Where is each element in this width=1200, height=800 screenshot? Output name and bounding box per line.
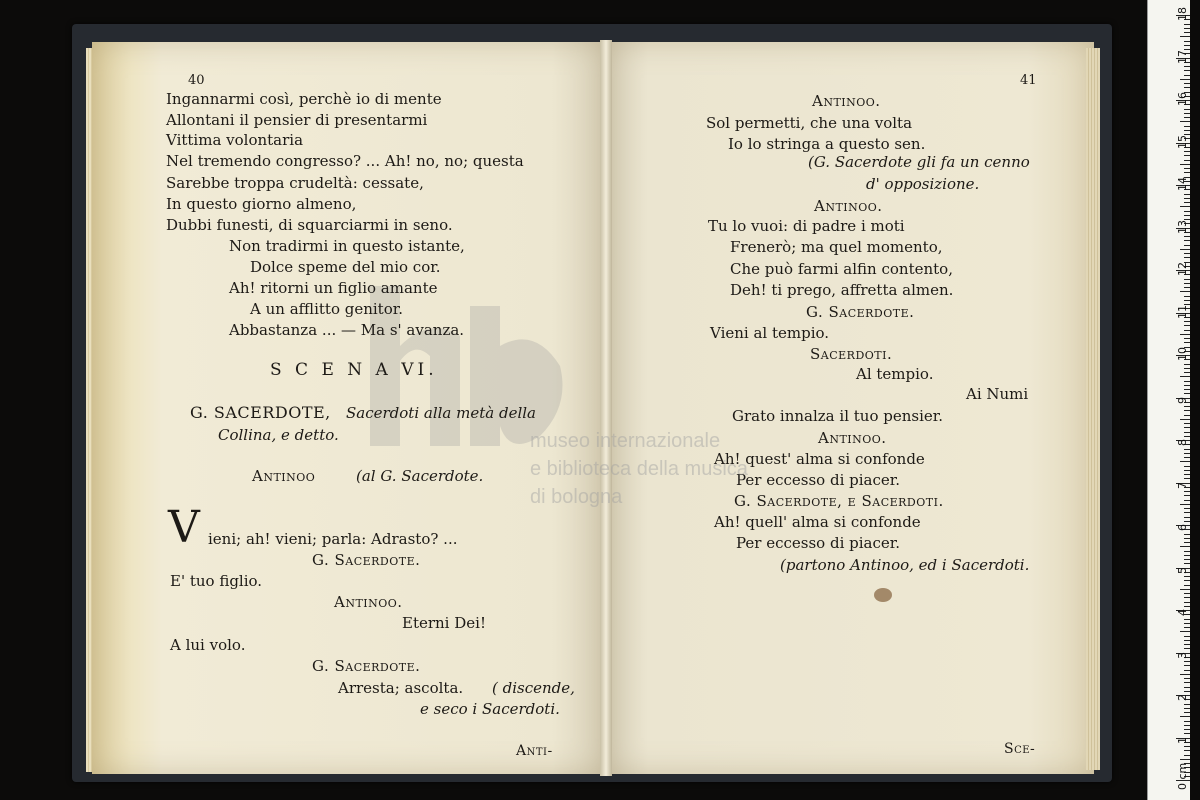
ruler-label: 1 [1176, 736, 1189, 744]
ruler-tick [1184, 670, 1190, 671]
ruler-label: 6 [1176, 524, 1189, 531]
ruler-tick [1184, 534, 1190, 535]
ruler-tick [1184, 585, 1190, 586]
text-line: Abbastanza ... — Ma s' avanza. [229, 321, 465, 339]
ruler-label: 16 [1176, 92, 1189, 106]
ruler-unit-label: 0 cm [1176, 762, 1189, 790]
ruler-tick [1184, 389, 1190, 390]
ruler-tick [1184, 559, 1190, 560]
ruler-tick [1180, 334, 1190, 335]
ruler-tick [1184, 257, 1190, 258]
speaker-label: G. Sacerdote, e Sacerdoti. [734, 492, 944, 510]
text-line: Per eccesso di piacer. [736, 471, 901, 489]
ruler-tick [1184, 495, 1190, 496]
ruler-tick [1184, 87, 1190, 88]
text-line: Sarebbe troppa crudeltà: cessate, [166, 174, 424, 192]
ruler-tick [1184, 512, 1190, 513]
ruler-tick [1184, 70, 1190, 71]
ruler-tick [1184, 517, 1190, 518]
ruler-tick [1184, 117, 1190, 118]
ruler-tick [1184, 678, 1190, 679]
ruler-tick [1184, 733, 1190, 734]
right-page-edges [1086, 48, 1100, 770]
text-line: E' tuo figlio. [170, 572, 263, 590]
speaker-label: G. Sacerdote. [806, 303, 915, 321]
ruler-tick [1184, 746, 1190, 747]
character-name: G. SACERDOTE, [190, 403, 331, 422]
ruler-label: 14 [1176, 177, 1189, 191]
stage-direction: d' opposizione. [866, 175, 980, 193]
text-line: Ah! quest' alma si confonde [714, 450, 925, 468]
ruler-tick [1184, 619, 1190, 620]
ruler-tick [1184, 470, 1190, 471]
speaker-label: G. Sacerdote. [312, 657, 421, 675]
ruler-tick [1184, 725, 1190, 726]
ruler-tick [1184, 330, 1190, 331]
ruler-tick [1184, 436, 1190, 437]
text-line: Frenerò; ma quel momento, [730, 238, 943, 256]
ruler-tick [1180, 716, 1190, 717]
ruler-tick [1184, 449, 1190, 450]
ruler-tick [1184, 687, 1190, 688]
ruler-tick [1184, 644, 1190, 645]
measurement-ruler [1147, 0, 1190, 800]
ruler-label: 4 [1176, 609, 1189, 616]
text-line: Non tradirmi in questo istante, [229, 237, 465, 255]
ink-stain [874, 588, 892, 602]
ruler-tick [1184, 24, 1190, 25]
text-line: Io lo stringa a questo sen. [728, 135, 926, 153]
ruler-tick [1180, 589, 1190, 590]
ruler-tick [1184, 682, 1190, 683]
stage-direction: (partono Antinoo, ed i Sacerdoti. [780, 556, 1030, 574]
text-line: Al tempio. [856, 365, 934, 383]
ruler-tick [1184, 576, 1190, 577]
ruler-tick [1184, 661, 1190, 662]
stage-direction: Sacerdoti alla metà della [346, 404, 536, 422]
ruler-tick [1184, 432, 1190, 433]
ruler-tick [1180, 376, 1190, 377]
ruler-tick [1180, 121, 1190, 122]
ruler-tick [1184, 253, 1190, 254]
text-line: Eterni Dei! [402, 614, 486, 632]
ruler-tick [1184, 194, 1190, 195]
ruler-tick [1184, 491, 1190, 492]
text-line: A un afflitto genitor. [250, 300, 404, 318]
ruler-tick [1184, 410, 1190, 411]
text-line: A lui volo. [170, 636, 246, 654]
right-page-number: 41 [1020, 73, 1037, 88]
watermark-text: di bologna [530, 486, 623, 508]
ruler-tick [1184, 155, 1190, 156]
ruler-tick [1184, 113, 1190, 114]
ruler-tick [1184, 406, 1190, 407]
ruler-tick [1184, 300, 1190, 301]
ruler-tick [1184, 636, 1190, 637]
ruler-tick [1180, 79, 1190, 80]
text-line: Deh! ti prego, affretta almen. [730, 281, 954, 299]
text-line: Vittima volontaria [166, 131, 304, 149]
ruler-label: 15 [1176, 134, 1189, 149]
speaker-label: Sacerdoti. [810, 345, 893, 363]
ruler-tick [1184, 623, 1190, 624]
ruler-tick [1184, 466, 1190, 467]
ruler-tick [1184, 41, 1190, 42]
ruler-tick [1184, 580, 1190, 581]
text-line: Dolce speme del mio cor. [250, 258, 441, 276]
speaker-label: Antinoo. [812, 92, 881, 110]
ruler-tick [1180, 206, 1190, 207]
ruler-tick [1184, 538, 1190, 539]
ruler-tick [1184, 245, 1190, 246]
ruler-tick [1184, 151, 1190, 152]
ruler-tick [1184, 729, 1190, 730]
ruler-tick [1180, 36, 1190, 37]
ruler-tick [1184, 109, 1190, 110]
ruler-tick [1184, 83, 1190, 84]
ruler-label: 8 [1176, 439, 1189, 446]
catchword: Sce- [1004, 741, 1036, 757]
ruler-tick [1184, 372, 1190, 373]
ruler-tick [1184, 215, 1190, 216]
text-line: Ah! ritorni un figlio amante [229, 279, 438, 297]
ruler-tick [1184, 478, 1190, 479]
ruler-tick [1180, 504, 1190, 505]
ruler-tick [1184, 28, 1190, 29]
stage-direction: e seco i Sacerdoti. [420, 700, 560, 718]
ruler-tick [1184, 202, 1190, 203]
text-line: ieni; ah! vieni; parla: Adrasto? ... [208, 530, 458, 548]
ruler-tick [1184, 427, 1190, 428]
text-line: Allontani il pensier di presentarmi [166, 111, 428, 129]
left-page-number: 40 [188, 73, 205, 88]
stage-direction: (G. Sacerdote gli fa un cenno [808, 153, 1030, 171]
ruler-tick [1184, 172, 1190, 173]
ruler-label: 18 [1176, 7, 1189, 21]
ruler-tick [1184, 508, 1190, 509]
ruler-tick [1184, 542, 1190, 543]
ruler-tick [1180, 759, 1190, 760]
ruler-tick [1184, 453, 1190, 454]
ruler-label: 12 [1176, 262, 1189, 276]
ruler-tick [1180, 164, 1190, 165]
ruler-tick [1180, 249, 1190, 250]
text-line: Dubbi funesti, di squarciarmi in seno. [166, 216, 453, 234]
ruler-tick [1184, 563, 1190, 564]
text-line: Arresta; ascolta. [338, 679, 464, 697]
ruler-tick [1184, 750, 1190, 751]
speaker-label: Antinoo. [334, 593, 403, 611]
ruler-tick [1184, 691, 1190, 692]
ruler-tick [1184, 240, 1190, 241]
ruler-tick [1180, 546, 1190, 547]
ruler-tick [1184, 168, 1190, 169]
ruler-tick [1184, 321, 1190, 322]
ruler-label: 3 [1176, 651, 1189, 659]
ruler-tick [1184, 665, 1190, 666]
text-line: Ingannarmi così, perchè io di mente [166, 90, 442, 108]
ruler-label: 2 [1176, 694, 1189, 701]
ruler-tick [1184, 521, 1190, 522]
ruler-tick [1180, 419, 1190, 420]
ruler-tick [1184, 602, 1190, 603]
ruler-tick [1180, 291, 1190, 292]
ruler-tick [1184, 474, 1190, 475]
ruler-tick [1184, 198, 1190, 199]
text-line: Per eccesso di piacer. [736, 534, 901, 552]
text-line: In questo giorno almeno, [166, 195, 357, 213]
ruler-tick [1184, 755, 1190, 756]
ruler-tick [1184, 368, 1190, 369]
ruler-tick [1184, 606, 1190, 607]
text-line: Nel tremendo congresso? ... Ah! no, no; questa [166, 152, 524, 170]
ruler-label: 9 [1176, 396, 1189, 404]
ruler-tick [1184, 296, 1190, 297]
ruler-label: 17 [1176, 49, 1189, 64]
ruler-label: 11 [1176, 304, 1189, 319]
ruler-tick [1184, 45, 1190, 46]
stage-direction: ( discende, [492, 679, 575, 697]
ruler-tick [1184, 385, 1190, 386]
speaker-label: Antinoo. [818, 429, 887, 447]
ruler-tick [1184, 338, 1190, 339]
ruler-tick [1184, 648, 1190, 649]
ruler-tick [1184, 721, 1190, 722]
ruler-tick [1184, 627, 1190, 628]
ruler-tick [1184, 283, 1190, 284]
ruler-tick [1184, 457, 1190, 458]
ruler-label: 5 [1176, 566, 1189, 574]
ruler-tick [1184, 500, 1190, 501]
scene-heading: S C E N A VI. [270, 360, 438, 380]
ruler-label: 13 [1176, 219, 1189, 234]
watermark-text: museo internazionale [530, 430, 721, 452]
ruler-tick [1184, 415, 1190, 416]
ruler-tick [1184, 211, 1190, 212]
ruler-label: 10 [1176, 347, 1189, 361]
ruler-tick [1180, 674, 1190, 675]
ruler-tick [1184, 279, 1190, 280]
ruler-tick [1184, 325, 1190, 326]
ruler-tick [1184, 593, 1190, 594]
drop-cap: V [168, 502, 200, 553]
text-line: Tu lo vuoi: di padre i moti [708, 217, 905, 235]
ruler-tick [1184, 708, 1190, 709]
ruler-tick [1184, 381, 1190, 382]
ruler-tick [1184, 75, 1190, 76]
catchword: Anti- [516, 743, 553, 759]
text-line: Ah! quell' alma si confonde [714, 513, 921, 531]
book-spine [600, 40, 612, 776]
ruler-tick [1184, 236, 1190, 237]
stage-direction: (al G. Sacerdote. [356, 467, 484, 485]
ruler-tick [1180, 461, 1190, 462]
ruler-tick [1184, 66, 1190, 67]
ruler-tick [1184, 126, 1190, 127]
ruler-tick [1184, 423, 1190, 424]
ruler-tick [1184, 364, 1190, 365]
ruler-tick [1184, 555, 1190, 556]
ruler-tick [1184, 160, 1190, 161]
ruler-label: 7 [1176, 481, 1189, 489]
text-line: Ai Numi [966, 385, 1029, 403]
ruler-tick [1184, 712, 1190, 713]
ruler-tick [1184, 704, 1190, 705]
ruler-tick [1184, 393, 1190, 394]
ruler-tick [1184, 640, 1190, 641]
watermark-text: e biblioteca della musica [530, 458, 748, 480]
ruler-tick [1184, 342, 1190, 343]
text-line: Vieni al tempio. [710, 324, 830, 342]
ruler-tick [1184, 597, 1190, 598]
speaker-label: G. Sacerdote. [312, 551, 421, 569]
ruler-tick [1184, 130, 1190, 131]
ruler-tick [1180, 631, 1190, 632]
speaker-label: Antinoo. [814, 197, 883, 215]
text-line: Grato innalza il tuo pensier. [732, 407, 944, 425]
ruler-tick [1184, 287, 1190, 288]
text-line: Sol permetti, che una volta [706, 114, 913, 132]
text-line: Che può farmi alfin contento, [730, 260, 953, 278]
ruler-tick [1184, 551, 1190, 552]
speaker-label: Antinoo [252, 467, 316, 485]
stage-direction: Collina, e detto. [218, 426, 339, 444]
ruler-tick [1184, 32, 1190, 33]
